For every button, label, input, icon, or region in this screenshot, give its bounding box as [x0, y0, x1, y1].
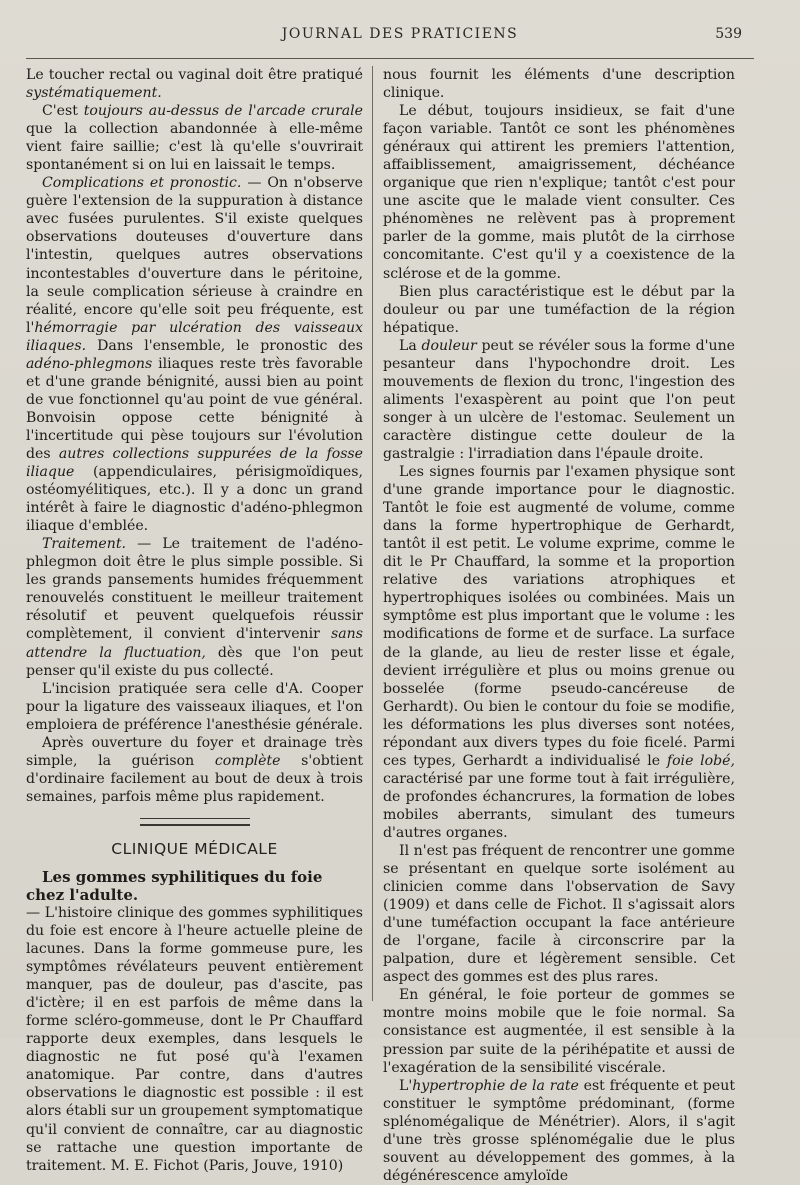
paragraph-text: caractérisé par une forme tout à fait irrégulière, de profondes échancrures, la formation de lobes mobiles aberrants, simulant des tumeurs d'autres organes. — [383, 770, 735, 841]
paragraph-text: C'est — [42, 103, 84, 120]
right-column — [383, 66, 735, 1185]
paragraph: — L'histoire clinique des gommes syphilitiques du foie est encore à l'heure actuelle pleine de lacunes. Dans la forme gommeuse pure, les symptômes révélateurs peuvent entièrement manquer, pas de douleur, pas d'ascite, pas d'ictère; il en est parfois de même dans la forme scléro-gommeuse, dont le Pr Chauffard rapporte deux exemples, dans lesquels le diagnostic ne fut posé qu'à l'examen anatomique. Par contre, dans d'autres observations le diagnostic est possible : il est alors établi sur un groupement symptomatique qu'il convient de connaître, car au diagnostic se rattache une question importante de traitement. M. E. Fichot (Paris, Jouve, 1910) — [26, 904, 363, 1174]
paragraph-text: dès que l'on peut penser qu'il existe du pus collecté. — [26, 644, 363, 679]
section-divider — [140, 818, 250, 826]
italic-text: complète — [214, 752, 281, 769]
section-title: CLINIQUE MÉDICALE — [111, 839, 278, 858]
column-divider — [372, 66, 373, 1001]
italic-text: douleur — [421, 337, 477, 354]
subheading-complications: Complications et pronostic. — [42, 175, 242, 192]
subheading-traitement: Traitement. — [42, 536, 126, 553]
paragraph: Le début, toujours insidieux, se fait d'une façon variable. Tantôt ce sont les phénomènes généraux qui attirent les premiers l'attention, affaiblissement, amaigrissement, déchéance organique que rien n'explique; tantôt c'est pour une ascite que le malade vient consulter. Ces phénomènes ne relèvent pas à proprement parler de la gomme, mais plutôt de la cirrhose concomitante. C'est qu'il y a coexistence de la sclérose et de la gomme. — [383, 103, 735, 282]
paragraph-text: que la collection abandonnée à elle-même vient faire saillie; c'est là qu'elle s'ouvrirait spontanément si on lui en laissait le temps. — [26, 121, 363, 174]
paragraph — [26, 102, 363, 174]
left-column — [26, 66, 363, 1175]
paragraph: L'incision pratiquée sera celle d'A. Cooper pour la ligature des vaisseaux iliaques, et l'on emploiera de préférence l'anesthésie générale. — [26, 680, 363, 733]
paragraph-text: s'obtient d'ordinaire facilement au bout de deux à trois semaines, parfois même plus rapidement. — [26, 752, 363, 805]
paragraph-text: L' — [399, 1077, 413, 1094]
paragraph — [383, 337, 735, 463]
paragraph-text: Après ouverture du foyer et drainage très simple, la guérison — [26, 734, 363, 769]
paragraph-text: La — [399, 337, 422, 354]
paragraph — [383, 463, 735, 842]
paragraph: En général, le foie porteur de gommes se montre moins mobile que le foie normal. Sa consistance est augmentée, il est sensible à la pression par suite de la périhépatite et aussi de l'exagération de la sensibilité viscérale. — [383, 987, 735, 1076]
paragraph-text: (appendiculaires, périsigmoïdiques, ostéomyélitiques, etc.). Il y a donc un grand intérêt à faire le diagnostic d'adéno-phlegmon iliaque d'emblée. — [26, 464, 363, 535]
paragraph-text: — Le traitement de l'adéno-phlegmon doit être le plus simple possible. Si les grands pansements humides fréquemment renouvelés constituent le meilleur traitement résolutif et peuvent quelquefois réussir complètement, il convient d'intervenir — [26, 536, 363, 643]
paragraph — [383, 1077, 735, 1185]
paragraph — [26, 66, 363, 102]
paragraph — [26, 734, 363, 806]
page-header — [0, 26, 800, 46]
italic-text: hémorragie par ulcération des vaisseaux iliaques. — [26, 319, 363, 354]
page-number: 539 — [715, 26, 742, 42]
paragraph — [26, 535, 363, 679]
italic-text: adéno-phlegmons — [26, 355, 153, 372]
paragraph: nous fournit les éléments d'une description clinique. — [383, 67, 735, 102]
italic-text: systématiquement. — [26, 85, 162, 102]
paragraph: Bien plus caractéristique est le début par la douleur ou par une tuméfaction de la région hépatique. — [383, 283, 735, 336]
italic-text: foie lobé, — [666, 752, 735, 769]
italic-text: hypertrophie de la rate — [412, 1077, 579, 1094]
italic-text: sans attendre la fluctuation, — [26, 626, 363, 661]
italic-text: toujours au-dessus de l'arcade crurale — [83, 103, 363, 120]
paragraph-text: Les signes fournis par l'examen physique sont d'une grande importance pour le diagnostic. Tantôt le foie est augmenté de volume, comme dans la forme hypertrophique de Gerhardt, tantôt il est petit. Le volume exprime, comme le dit le Pr Chauffard, la somme et la proportion relative des variations atrophiques et hypertrophiques isolées ou combinées. Mais un symptôme est plus important que le volume : les modifications de forme et de surface. La surface de la glande, au lieu de rester lisse et égale, devient irrégulière et plus ou moins grenue ou bosselée (forme pseudo-cancéreuse de Gerhardt). Ou bien le contour du foie se modifie, les déformations les plus diverses sont notées, répondant aux divers types du foie ficelé. Parmi ces types, Gerhardt a individualisé le — [383, 464, 735, 769]
paragraph-text: iliaques reste très favorable et d'une grande bénignité, aussi bien au point de vue fonctionnel qu'au point de vue général. Bonvoisin oppose cette bénignité à l'incertitude qui pèse toujours sur l'évolution des — [26, 355, 363, 462]
paragraph: Il n'est pas fréquent de rencontrer une gomme se présentant en quelque sorte isolément au clinicien comme dans l'observation de Savy (1909) et dans celle de Fichot. Il s'agissait alors d'une tuméfaction occupant la face antérieure de l'organe, facile à circonscrire par la palpation, dure et légèrement sensible. Cet aspect des gommes est des plus rares. — [383, 843, 735, 986]
paragraph-text: Dans l'ensemble, le pronostic des — [86, 337, 363, 354]
paragraph-text: Le toucher rectal ou vaginal doit être pratiqué — [26, 67, 363, 83]
header-rule — [26, 58, 754, 59]
italic-text: autres collections suppurées de la fosse iliaque — [26, 445, 363, 481]
paragraph — [26, 174, 363, 535]
paragraph-text: est fréquente et peut constituer le symptôme prédominant, (forme splénomégalique de Ménétrier). Alors, il s'agit d'une très grosse splénomégalie due le plus souvent au développement des gommes, à la dégénérescence amyloïde — [383, 1077, 735, 1184]
article-title: Les gommes syphilitiques du foie chez l'adulte. — [26, 867, 323, 904]
paragraph-text: — On n'observe guère l'extension de la suppuration à distance avec fusées purulentes. S'il existe quelques observations douteuses d'ouverture dans l'intestin, quelques autres observations incontestables d'ouverture dans le péritoine, la seule complication sérieuse à craindre en réalité, encore qu'elle soit peu fréquente, est l' — [26, 175, 363, 336]
running-title: JOURNAL DES PRATICIENS — [281, 26, 519, 42]
paragraph-text: peut se révéler sous la forme d'une pesanteur dans l'hypochondre droit. Les mouvements de flexion du tronc, l'ingestion des aliments l'exaspèrent au point que l'on peut songer à un ulcère de l'estomac. Seulement un caractère distingue cette douleur de la gastralgie : l'irradiation dans l'épaule droite. — [383, 337, 735, 462]
